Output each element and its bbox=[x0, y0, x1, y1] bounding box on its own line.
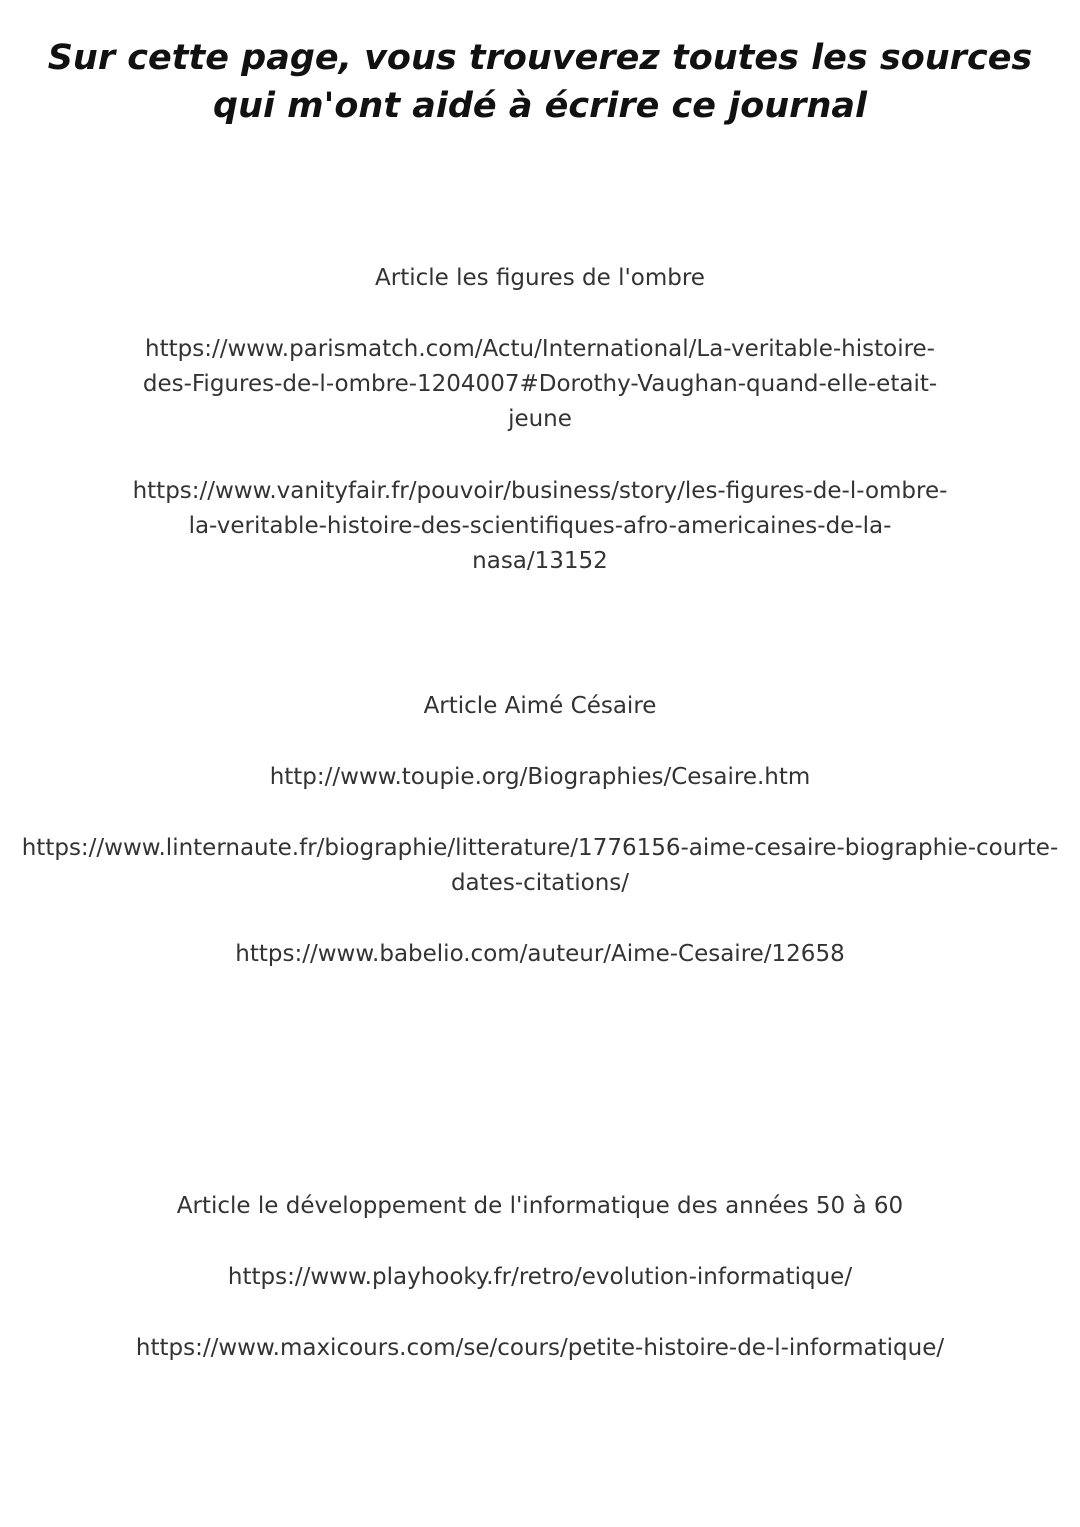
source-link-line: http://www.toupie.org/Biographies/Cesaire.htm bbox=[269, 764, 811, 790]
source-link-line: https://www.playhooky.fr/retro/evolution-informatique/ bbox=[227, 1264, 853, 1290]
source-link-line: nasa/13152 bbox=[472, 548, 608, 574]
source-link-linternaute[interactable] bbox=[0, 831, 1080, 901]
source-link-line: https://www.vanityfair.fr/pouvoir/business/story/les-figures-de-l-ombre- bbox=[132, 478, 948, 504]
source-link-babelio[interactable] bbox=[0, 937, 1080, 972]
source-link-line: des-Figures-de-l-ombre-1204007#Dorothy-Vaughan-quand-elle-etait- bbox=[142, 371, 938, 397]
section-heading-informatique: Article le développement de l'informatique des années 50 à 60 bbox=[176, 1193, 904, 1219]
source-link-toupie[interactable] bbox=[0, 760, 1080, 795]
section-heading-aime-cesaire: Article Aimé Césaire bbox=[423, 693, 657, 719]
source-link-line: la-veritable-histoire-des-scientifiques-afro-americaines-de-la- bbox=[188, 513, 892, 539]
page-title-line-2: qui m'ont aidé à écrire ce journal bbox=[213, 86, 867, 126]
source-link-parismatch[interactable] bbox=[0, 332, 1080, 437]
page-title bbox=[0, 34, 1080, 130]
source-link-line: https://www.maxicours.com/se/cours/petite-histoire-de-l-informatique/ bbox=[135, 1335, 945, 1361]
section-heading-figures-ombre: Article les figures de l'ombre bbox=[375, 265, 705, 291]
source-link-vanityfair[interactable] bbox=[0, 474, 1080, 579]
source-link-line: jeune bbox=[508, 406, 572, 432]
source-link-line: dates-citations/ bbox=[450, 870, 630, 896]
source-link-line: https://www.babelio.com/auteur/Aime-Cesaire/12658 bbox=[235, 941, 845, 967]
source-link-line: https://www.parismatch.com/Actu/International/La-veritable-histoire- bbox=[145, 336, 935, 362]
page-title-line-1: Sur cette page, vous trouverez toutes les sources bbox=[47, 38, 1033, 78]
source-link-playhooky[interactable] bbox=[0, 1260, 1080, 1295]
source-link-line: https://www.linternaute.fr/biographie/litterature/1776156-aime-cesaire-biographie-courte- bbox=[21, 835, 1059, 861]
source-link-maxicours[interactable] bbox=[0, 1331, 1080, 1366]
